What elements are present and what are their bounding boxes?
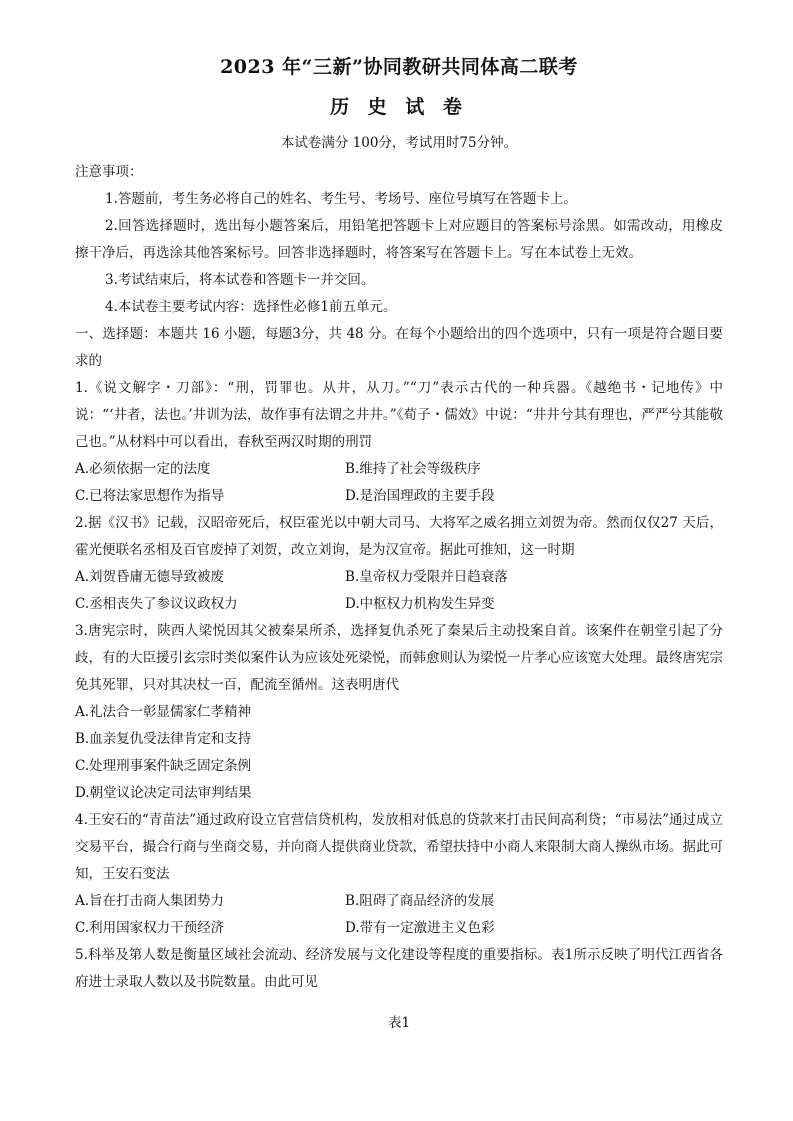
notice-item-2: 2.回答选择题时，选出每小题答案后，用铅笔把答题卡上对应题目的答案标号涂黑。如需改动，用橡皮擦干净后，再选涂其他答案标号。回答非选择题时，将答案写在答题卡上。写在本试卷上无效。 [75,218,723,261]
exam-subtitle: 历 史 试 卷 [330,96,468,118]
question-2-option-a: A.刘贺昏庸无德导致被废 [75,569,225,585]
section-heading: 一、选择题：本题共 16 小题，每题3分，共 48 分。在每个小题给出的四个选项中，只有一项是符合题目要求的 [75,326,723,369]
question-2-option-d: D.中枢权力机构发生异变 [345,596,495,612]
notice-item-4: 4.本试卷主要考试内容：选择性必修1前五单元。 [105,299,397,315]
question-2-stem: 2.据《汉书》记载，汉昭帝死后，权臣霍光以中朝大司马、大将军之威名拥立刘贺为帝。然而仅仅27 天后，霍光便联名丞相及百官废掉了刘贺，改立刘询，是为汉宣帝。据此可推知，这一时期 [75,515,723,558]
question-3-option-d: D.朝堂议论决定司法审判结果 [75,785,252,801]
question-1-option-d: D.是治国理政的主要手段 [345,488,495,504]
question-4-option-c: C.利用国家权力干预经济 [75,920,225,936]
notice-heading: 注意事项： [75,164,143,180]
question-4-option-b: B.阻碍了商品经济的发展 [345,893,495,909]
question-3-option-a: A.礼法合一彰显儒家仁孝精神 [75,704,252,720]
question-1-options-row-1 [75,456,723,483]
question-1-option-b: B.维持了社会等级秩序 [345,461,481,477]
question-4-options-row-2 [75,915,723,942]
question-2-option-c: C.丞相丧失了参议议政权力 [75,596,238,612]
question-5-stem: 5.科举及第人数是衡量区域社会流动、经济发展与文化建设等程度的重要指标。表1所示反映了明代江西省各府进士录取人数以及书院数量。由此可见 [75,947,723,990]
question-1-option-a: A.必须依据一定的法度 [75,461,211,477]
question-4-option-a: A.旨在打击商人集团势力 [75,893,225,909]
question-1-stem: 1.《说文解字・刀部》：“刑，罚罪也。从井，从刀。”“刀”表示古代的一种兵器。《越绝书・记地传》中说：“‘井者，法也。’井训为法，故作事有法谓之井井。”《荀子・儒效》中说：“井井兮其有理也，严严兮其能敬己也。”从材料中可以看出，春秋至两汉时期的刑罚 [75,380,723,450]
table-caption: 表1 [387,1015,411,1031]
question-2-options-row-1 [75,564,723,591]
question-2-options-row-2 [75,591,723,618]
question-2-option-b: B.皇帝权力受限并日趋衰落 [345,569,508,585]
question-3-stem: 3.唐宪宗时，陕西人梁悦因其父被秦杲所杀，选择复仇杀死了秦杲后主动投案自首。该案件在朝堂引起了分歧，有的大臣援引玄宗时类似案件认为应该处死梁悦，而韩愈则认为梁悦一片孝心应该宽大处理。最终唐宪宗免其死罪，只对其决杖一百，配流至循州。这表明唐代 [75,623,723,693]
exam-title: 2023 年“三新”协同教研共同体高二联考 [220,56,578,78]
notice-item-3: 3.考试结束后，将本试卷和答题卡一并交回。 [105,272,375,288]
question-4-stem: 4.王安石的“青苗法”通过政府设立官营信贷机构，发放相对低息的贷款来打击民间高利贷；“市易法”通过成立交易平台，撮合行商与坐商交易，并向商人提供商业贷款，希望扶持中小商人来限制大商人操纵市场。据此可知，王安石变法 [75,812,723,882]
question-3-option-b: B.血亲复仇受法律肯定和支持 [75,731,252,747]
question-1-option-c: C.已将法家思想作为指导 [75,488,225,504]
exam-info: 本试卷满分 100分，考试用时75分钟。 [280,135,518,151]
question-3-option-c: C.处理刑事案件缺乏固定条例 [75,758,252,774]
question-4-option-d: D.带有一定激进主义色彩 [345,920,495,936]
notice-item-1: 1.答题前，考生务必将自己的姓名、考生号、考场号、座位号填写在答题卡上。 [105,191,577,207]
question-4-options-row-1 [75,888,723,915]
question-1-options-row-2 [75,483,723,510]
